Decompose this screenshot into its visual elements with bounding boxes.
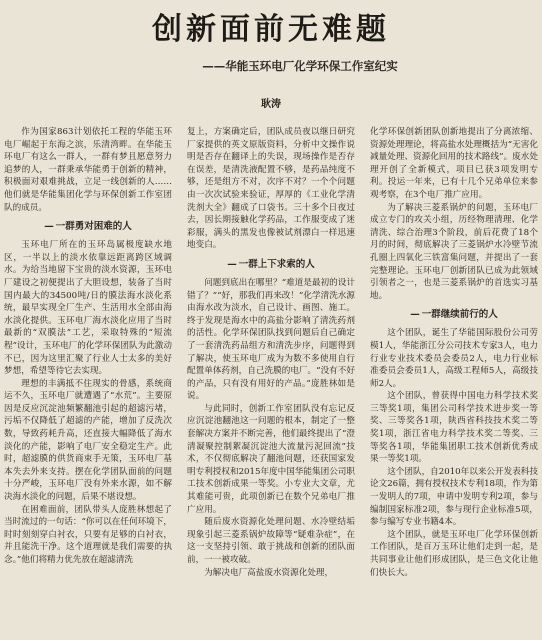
column-3 [370, 126, 538, 636]
column-2 [187, 126, 355, 636]
paragraph: 复上，方案确定后，团队成员夜以继日研究厂家提供的英文原版资料，分析中文操作说明是否存在翻译上的失误，现场操作是否存在误差，是清洗液配置不够，是药品纯度不够，还是组方不对，次序不对？一个个问题由一次次试验来验证，厚厚的《工业化学清洗剂大全》翻成了口袋书。三十多个日夜过去，因长期接触化学药品，工作服变成了迷彩服，满头的黑发也像被试剂漂白一样迅速地变白。 [187, 127, 355, 251]
paragraph: 作为国家863计划依托工程的华能玉环电厂崛起于东海之滨，乐清湾畔。在华能玉环电厂有这么一群人，一群有梦且愿意努力追梦的人，一群秉承华能勇于创新的精神，积极面对艰难挑战，立足一线创新的人……他们就是华能集团化学与环保创新工作室团队的成员。 [4, 127, 172, 213]
article-title: 创新面前无难题 [152, 12, 390, 47]
paragraph: 理想的丰满抵不住现实的骨感，系统商运不久，玉环电厂就遭遇了“水荒”。主要原因是反应沉淀池频繁翻池引起的超滤污堵，污垢不仅降低了超滤的产能，增加了反洗次数，导致药耗升高，还直接大幅降低了海水淡化的产能，影响了电厂安全稳定生产。此时，超滤膜的供货商束手无策，玉环电厂基本失去外来支持。摆在化学团队面前的问题十分严峻，玉环电厂没有外来水源，如不解决海水淡化的问题，后果不堪设想。 [4, 378, 172, 503]
paragraph: 这个团队，曾获得中国电力科学技术奖三等奖1项，集团公司科学技术进步奖一等奖、三等奖各1项，陕西省科技技术奖二等奖1项，浙江省电力科学技术奖二等奖、三等奖各1项，华能集团职工技术创新优秀成果一等奖1项。 [370, 391, 538, 465]
article-author: 耿涛 [261, 99, 281, 110]
paragraph: 这个团队，诞生了华能国际股份公司劳模1人，华能浙江分公司技术专家3人，电力行业专业技术委员会委员2人，电力行业标准委员会委员1人，高级工程师5人，高级技师2人。 [370, 328, 538, 389]
paragraph: 为了解决三菱系锅炉的问题，玉环电厂成立专门的攻关小组，历经物理清理、化学清洗、综合治理3个阶段，前后花费了18个月的时间，彻底解决了三菱锅炉水冷壁节流孔圈上四氧化三铁富集问题，并提出了一套完整理论。玉环电厂创新团队已成为此领域引领者之一，也是三菱系锅炉的首选实习基地。 [370, 202, 538, 301]
article-subtitle: ——华能玉环电厂化学环保工作室纪实 [202, 59, 398, 73]
paragraph: 化学环保创新团队创新地提出了分离浓缩、资源处理理论，将高盐水处理概括为“无害化减量处理、资源化回用的技术路线”。废水处理开创了全新模式，项目已获3项发明专利。投运一年来，已有十几个兄弟单位来参观考察，在3个电厂推广应用。 [370, 127, 538, 200]
paragraph: 这个团队，就是玉环电厂化学环保创新工作团队，是百万玉环让他们走到一起，是共同事业让他们形成团队，是三色文化让他们快长大。 [370, 529, 538, 578]
paragraph: 为解决电厂高盐废水资源化处理， [204, 567, 334, 578]
paragraph: 与此同时，创新工作室团队没有忘记反应沉淀池翻池这一问题的根本，制定了一整套解决方案并不断完善，他们最终提出了“澄清凝聚控制絮凝沉淀池大流量污泥回流”技术，不仅彻底解决了翻池问题，还获国家发明专利授权和2015年度中国华能集团公司职工技术创新成果一等奖。小专业大文章，尤其难能可贵，此项创新已在数个兄弟电厂推广应用。 [187, 403, 355, 515]
paragraph: 玉环电厂所在的玉环岛属极度缺水地区，一半以上的淡水依靠远距离跨区域调水。为给当地留下宝贵的淡水资源，玉环电厂建设之初便提出了大胆设想，装备了当时国内最大的34500吨/日的膜法海水淡化系统，最早实现全厂生产、生活用水全部由海水淡化提供。玉环电厂海水淡化应用了当时最新的“双膜法”工艺，采取特殊的“短流程”设计，玉环电厂的化学环保团队为此激动不已，因为这里汇聚了行业人士太多的美好梦想，希望等待它去实现。 [4, 240, 172, 377]
section-heading: — 一群上下求索的人 [187, 258, 355, 271]
paragraph: 问题到底出在哪里？“难道是最初的设计错了？”“好，那我们再来改！”化学清洗水源由海水改为淡水，自己设计、画图、施工。终于发现是海水中的高盐分影响了清洗药剂的活性。化学环保团队找到问题后自己确定了一套清洗药品组方和清洗步序，问题得到了解决，使玉环电厂成为为数不多使用自行配置单体药剂，自己洗膜的电厂。“没有不好的产品，只有没有用好的产品。”庞胜林如是说。 [187, 277, 355, 402]
paragraph: 在困难面前，团队带头人庞胜林想起了当时流过的一句话：“你可以在任何环境下，时时刻刻穿白衬衣，只要有足够的白衬衣，并且能洗干净。这个道理就是我们需要的执念。”他们将精力优先放在超滤清洗 [4, 504, 172, 565]
section-heading: — 一群勇对困难的人 [4, 220, 172, 233]
paragraph: 随后废水资源化处理问题、水冷壁结垢现象引起三菱系锅炉故障等“疑难杂症”，在这一支坚持引领、敢于挑战和创新的团队面前，一一被攻破。 [187, 517, 355, 565]
column-1 [4, 126, 172, 636]
paragraph: 这个团队，自2010年以来公开发表科技论文26篇，拥有授权技术专利18项，作为第一发明人的7项，申请中发明专利2项，参与编制国家标准2项，参与现行企业标准5项，参与编写专业书籍4本。 [370, 466, 538, 528]
section-heading: — 一群继续前行的人 [370, 308, 538, 321]
